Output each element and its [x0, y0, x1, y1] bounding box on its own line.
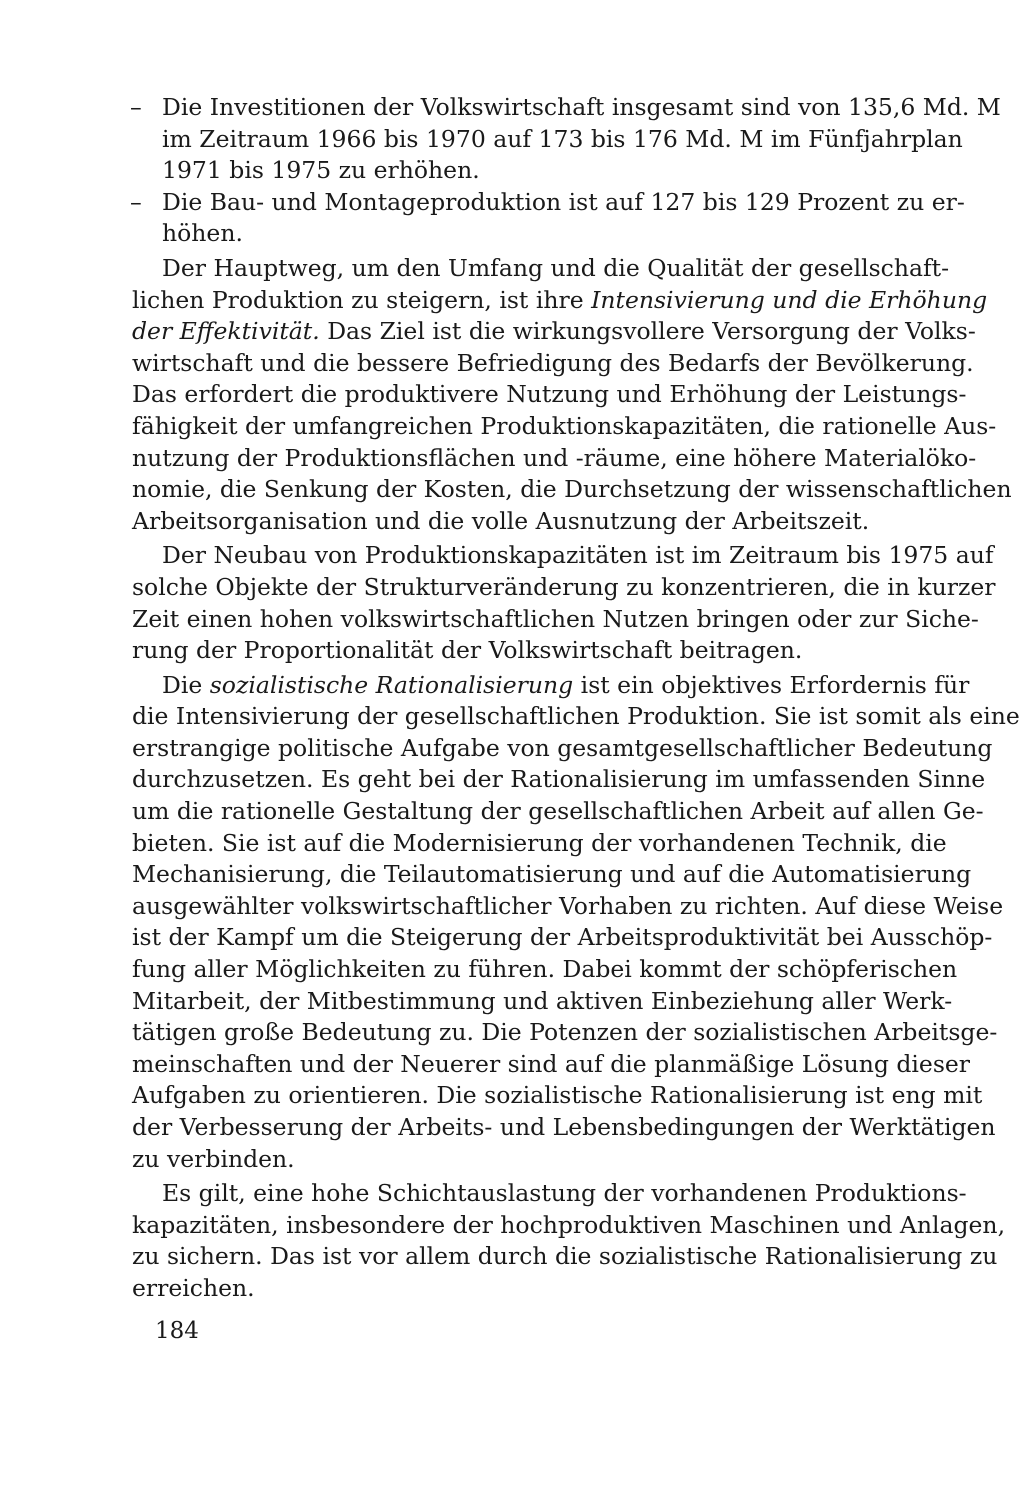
text-line: erreichen. [132, 1273, 255, 1302]
text-line: zu sichern. Das ist vor allem durch die sozialistische Rationalisierung zu [132, 1242, 998, 1271]
text-line: Mitarbeit, der Mitbestimmung und aktiven Einbeziehung aller Werk- [132, 986, 953, 1015]
text-line: bieten. Sie ist auf die Modernisierung der vorhandenen Technik, die [132, 828, 947, 857]
text-line: Der Neubau von Produktionskapazitäten ist im Zeitraum bis 1975 auf [162, 541, 994, 570]
text-line: Aufgaben zu orientieren. Die sozialistische Rationalisierung ist eng mit [132, 1081, 983, 1110]
page-body [130, 92, 1020, 1305]
text-line: Arbeitsorganisation und die volle Ausnutzung der Arbeitszeit. [132, 506, 870, 535]
text-line: kapazitäten, insbesondere der hochproduktiven Maschinen und Anlagen, [132, 1210, 1006, 1239]
text-span: lichen Produktion zu steigern, ist ihre [132, 285, 592, 314]
text-line: 1971 bis 1975 zu erhöhen. [162, 156, 480, 185]
text-line: die Intensivierung der gesellschaftlichen Produktion. Sie ist somit als eine [132, 702, 1020, 731]
text-line: durchzusetzen. Es geht bei der Rationalisierung im umfassenden Sinne [132, 765, 986, 794]
text-line: Die Bau- und Montageproduktion ist auf 127 bis 129 Prozent zu er- [162, 187, 965, 216]
text-line: tätigen große Bedeutung zu. Die Potenzen der sozialistischen Arbeitsge- [132, 1018, 998, 1047]
emphasis-text: sozialistische Rationalisierung [209, 670, 574, 699]
text-line: nomie, die Senkung der Kosten, die Durchsetzung der wissenschaftlichen [132, 475, 1012, 504]
bullet-item [130, 187, 965, 250]
text-line [132, 670, 970, 702]
bullet-dash: – [130, 93, 142, 121]
text-line: im Zeitraum 1966 bis 1970 auf 173 bis 176 Md. M im Fünfjahrplan [162, 124, 963, 153]
text-line: rung der Proportionalität der Volkswirtschaft beitragen. [132, 636, 803, 665]
text-line: meinschaften und der Neuerer sind auf die planmäßige Lösung dieser [132, 1049, 971, 1078]
text-span: Das Ziel ist die wirkungsvollere Versorgung der Volks- [319, 317, 976, 346]
text-line: fähigkeit der umfangreichen Produktionskapazitäten, die rationelle Aus- [132, 411, 997, 440]
text-line: erstrangige politische Aufgabe von gesamtgesellschaftlicher Bedeutung [132, 733, 993, 762]
text-line: Mechanisierung, die Teilautomatisierung und auf die Automatisierung [132, 860, 972, 889]
text-line: ausgewählter volkswirtschaftlicher Vorhaben zu richten. Auf diese Weise [132, 891, 1004, 920]
text-line: wirtschaft und die bessere Befriedigung des Bedarfs der Bevölkerung. [132, 348, 974, 377]
text-line: ist der Kampf um die Steigerung der Arbeitsproduktivität bei Ausschöp- [132, 923, 993, 952]
text-span: Die [162, 670, 210, 699]
text-line: Der Hauptweg, um den Umfang und die Qualität der gesellschaft- [162, 253, 950, 282]
text-span: ist ein objektives Erfordernis für [573, 670, 970, 699]
text-line [132, 285, 988, 317]
text-line: fung aller Möglichkeiten zu führen. Dabei kommt der schöpferischen [132, 955, 958, 984]
text-line: Zeit einen hohen volkswirtschaftlichen Nutzen bringen oder zur Siche- [132, 604, 979, 633]
paragraph [132, 1178, 1006, 1304]
text-line: Die Investitionen der Volkswirtschaft insgesamt sind von 135,6 Md. M [162, 93, 1001, 121]
text-line: der Verbesserung der Arbeits- und Lebensbedingungen der Werktätigen [132, 1113, 996, 1141]
text-line: um die rationelle Gestaltung der gesellschaftlichen Arbeit auf allen Ge- [132, 797, 984, 826]
text-line: solche Objekte der Strukturveränderung zu konzentrieren, die in kurzer [132, 572, 996, 601]
text-line: zu verbinden. [132, 1144, 295, 1173]
text-line: Das erfordert die produktivere Nutzung und Erhöhung der Leistungs- [132, 380, 967, 409]
text-line: nutzung der Produktionsflächen und -räume, eine höhere Materialöko- [132, 443, 977, 472]
text-line [132, 316, 976, 348]
bullet-dash: – [130, 187, 142, 216]
text-line: höhen. [162, 219, 243, 248]
paragraph [132, 253, 1012, 537]
text-line: Es gilt, eine hohe Schichtauslastung der vorhandenen Produktions- [162, 1179, 967, 1208]
page-number: 184 [155, 1318, 199, 1344]
emphasis-text: Intensivierung und die Erhöhung [591, 285, 988, 314]
bullet-item [130, 92, 1001, 187]
paragraph [132, 540, 996, 666]
emphasis-text: der Effektivität. [132, 317, 320, 346]
paragraph [132, 670, 1020, 1176]
